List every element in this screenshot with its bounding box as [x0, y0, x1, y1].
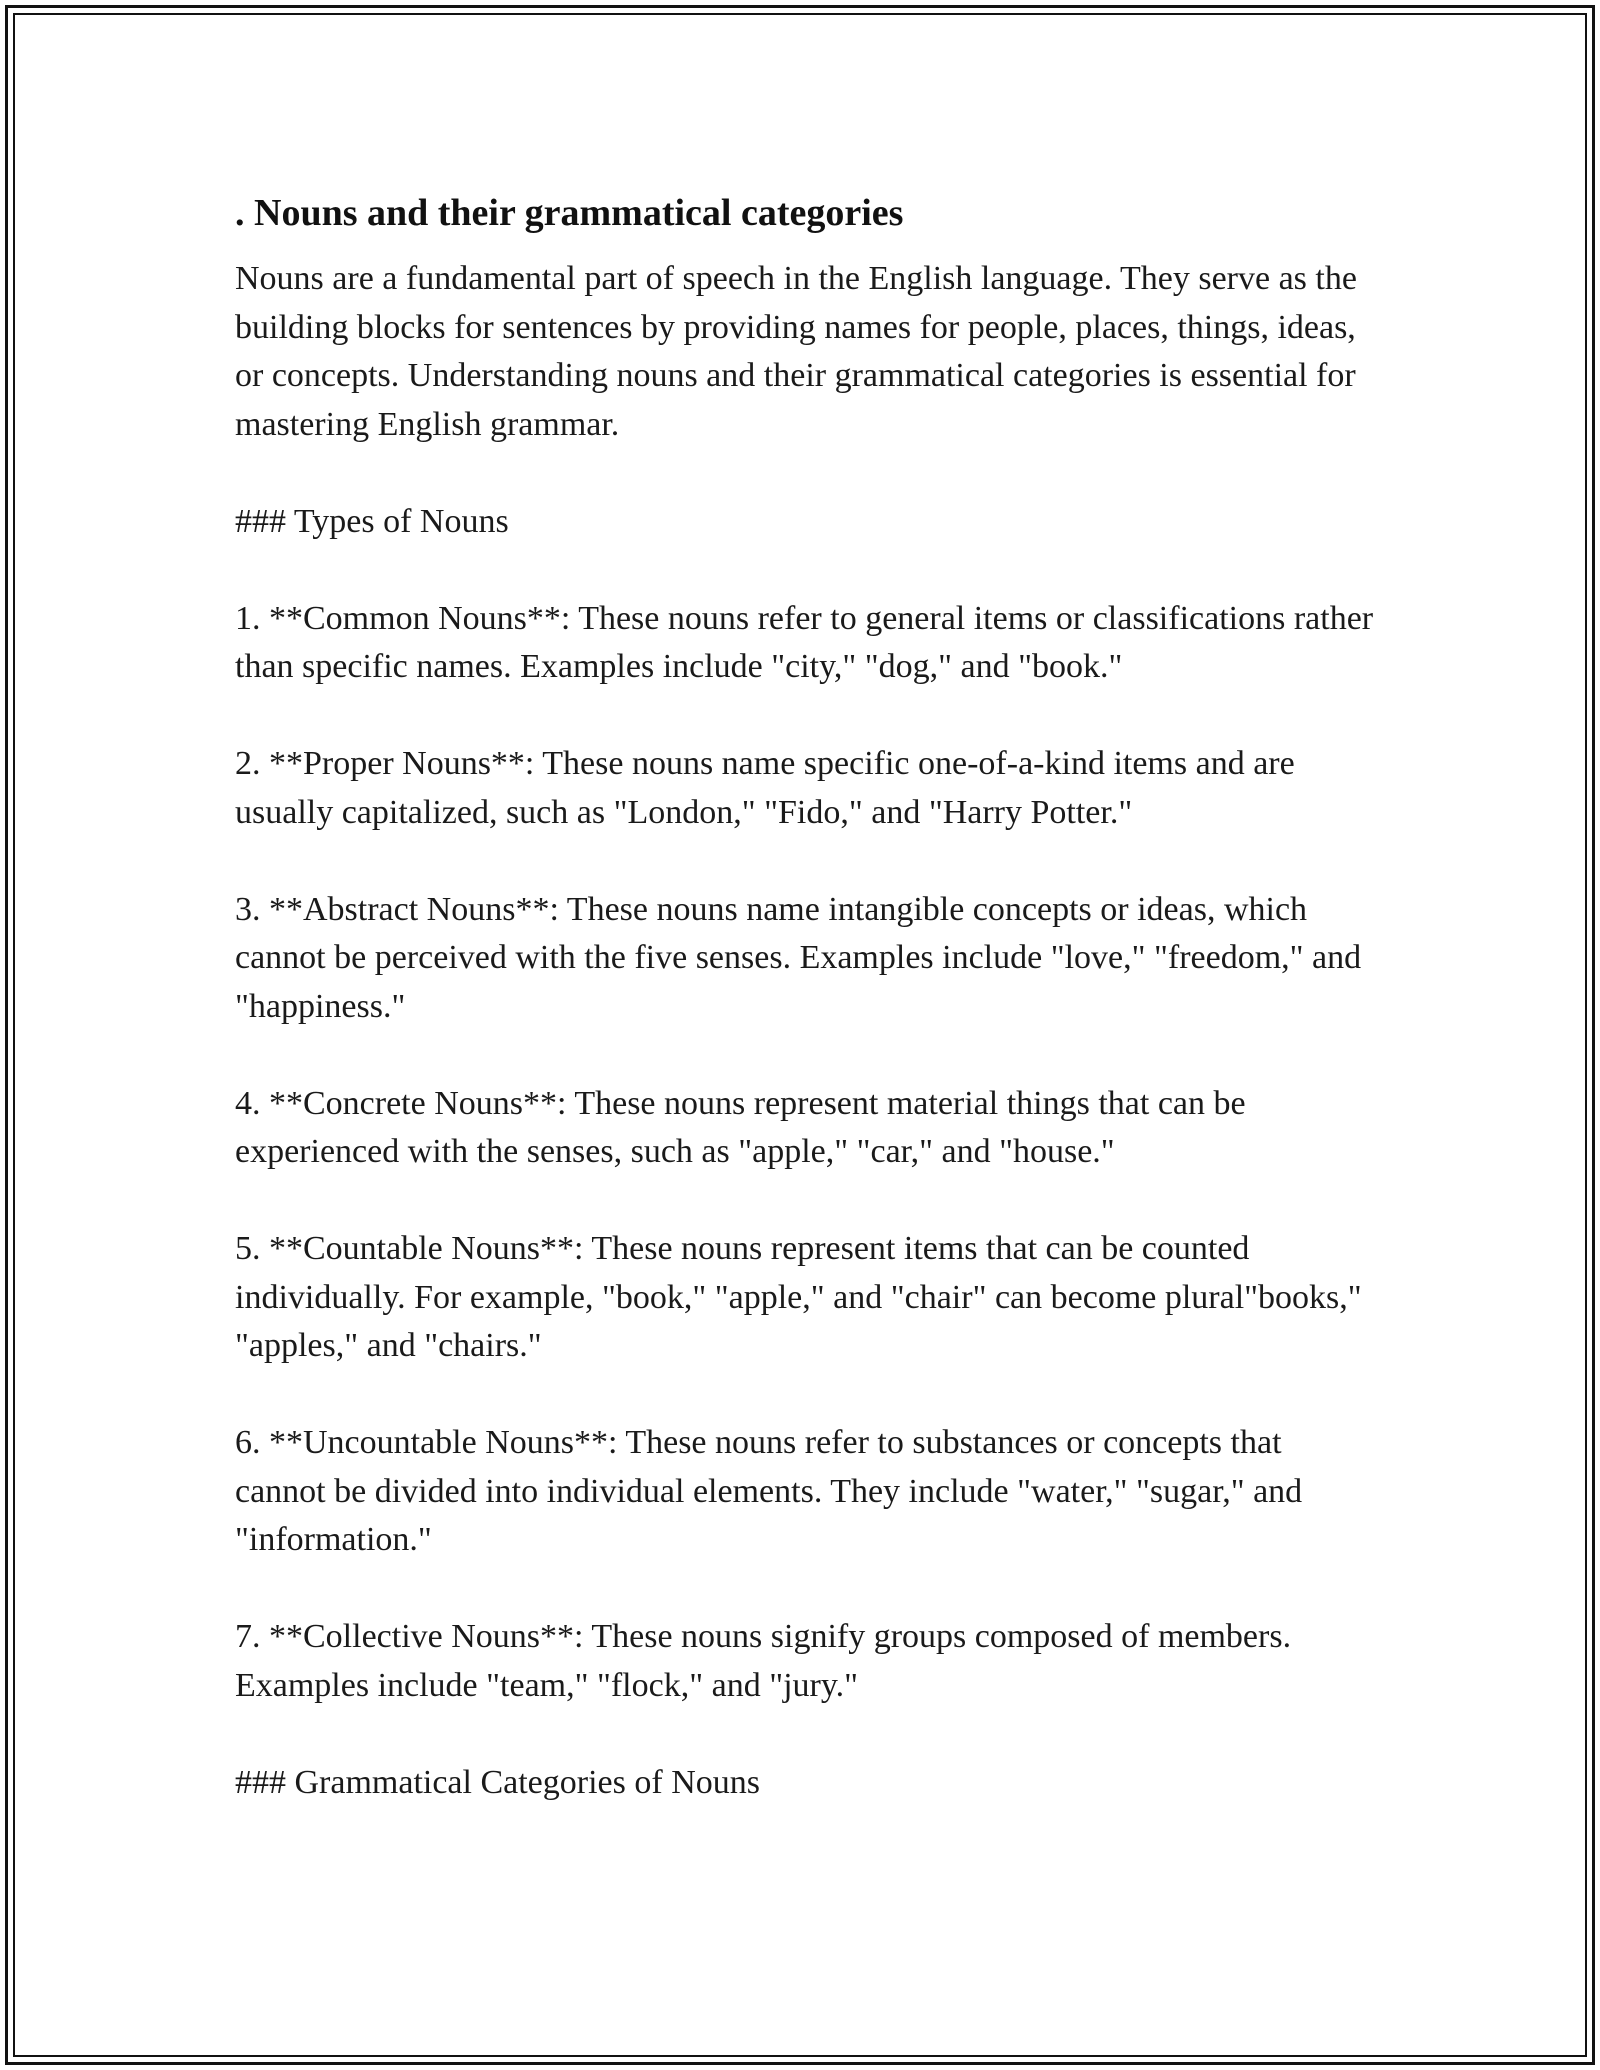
list-item-uncountable-nouns: 6. **Uncountable Nouns**: These nouns refer to substances or concepts that cannot be divided into individual elements. They include "water," "sugar," and "information.": [235, 1424, 1303, 1558]
intro-paragraph: Nouns are a fundamental part of speech in the English language. They serve as the building blocks for sentences by providing names for people, places, things, ideas, or concepts. Understanding nouns and their grammatical categories is essential for mastering English grammar.: [235, 260, 1357, 443]
list-item-common-nouns: 1. **Common Nouns**: These nouns refer to general items or classifications rather than specific names. Examples include "city," "dog," and "book.": [235, 599, 1374, 685]
list-item-countable-nouns: 5. **Countable Nouns**: These nouns represent items that can be counted individually. For example, "book," "apple," and "chair" can become plural"books," "apples," and "chairs.": [235, 1230, 1362, 1364]
document-body: [235, 185, 1375, 1807]
list-item-concrete-nouns: 4. **Concrete Nouns**: These nouns represent material things that can be experienced with the senses, such as "apple," "car," and "house.": [235, 1084, 1246, 1170]
list-item-collective-nouns: 7. **Collective Nouns**: These nouns signify groups composed of members. Examples include "team," "flock," and "jury.": [235, 1618, 1292, 1704]
list-item-proper-nouns: 2. **Proper Nouns**: These nouns name specific one-of-a-kind items and are usually capitalized, such as "London," "Fido," and "Harry Potter.": [235, 745, 1295, 831]
categories-heading: ### Grammatical Categories of Nouns: [235, 1763, 760, 1801]
types-heading: ### Types of Nouns: [235, 502, 509, 540]
list-item-abstract-nouns: 3. **Abstract Nouns**: These nouns name intangible concepts or ideas, which cannot be perceived with the five senses. Examples include "love," "freedom," and "happiness.": [235, 890, 1362, 1025]
page-title: . Nouns and their grammatical categories: [235, 192, 904, 234]
